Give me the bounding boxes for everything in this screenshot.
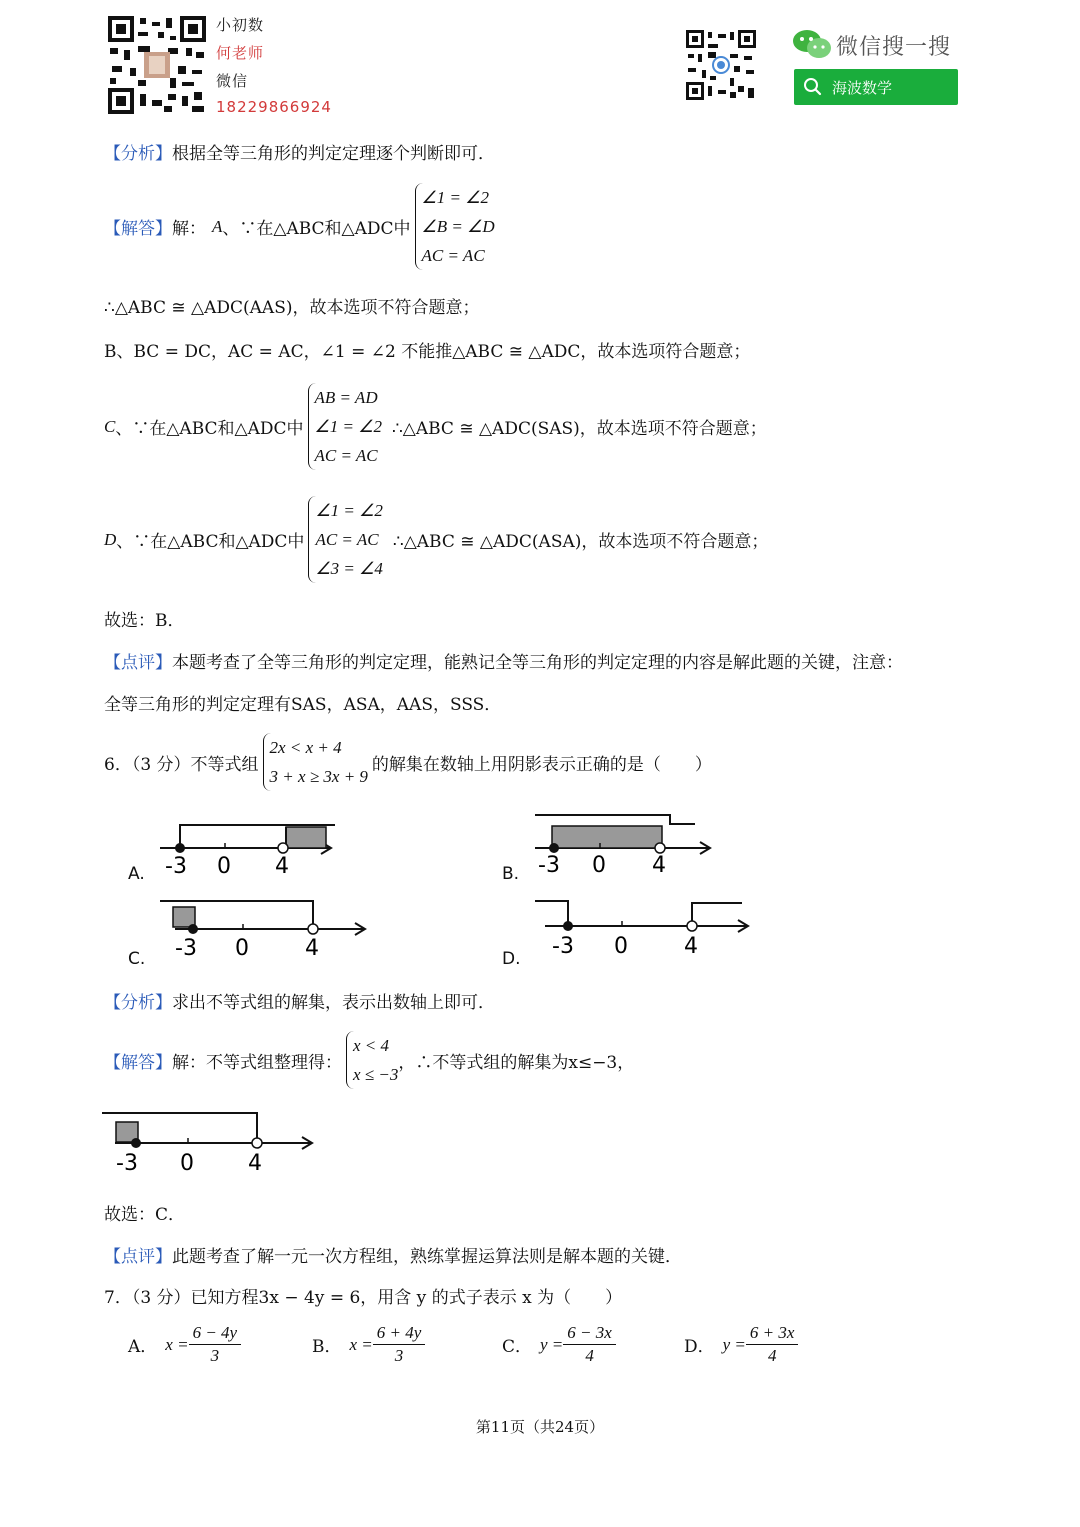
q7-option-c-fraction [563, 1322, 616, 1367]
q5-comment [104, 648, 903, 673]
q7-option-a[interactable] [128, 1322, 241, 1367]
wechat-search-label: 微信搜一搜 [836, 35, 952, 60]
option-c-conclusion: ∴△ABC ≅ △ADC(SAS)，故本选项不符合题意； [391, 419, 767, 439]
q5-answer-c [104, 383, 767, 470]
page-number: 第11页（共24页） [475, 1418, 605, 1436]
q7-option-b[interactable] [312, 1322, 425, 1367]
q6-stem-suffix: 的解集在数轴上用阴影表示正确的是（ ） [371, 754, 712, 775]
search-button[interactable] [794, 69, 958, 105]
denominator: 3 [210, 1346, 220, 1365]
q6-option-c-numberline[interactable] [155, 895, 375, 965]
q6-choice: 故选：C． [104, 1205, 186, 1225]
q7-option-a-fraction [189, 1322, 242, 1367]
denominator: 3 [394, 1346, 404, 1365]
q7-option-b-label: B． [312, 1337, 342, 1357]
system-a-eq2: ∠B = ∠D [421, 217, 495, 236]
system-c-eq1: AB = AD [314, 388, 378, 407]
q5-b-line: B、BC = DC，AC = AC，∠1 = ∠2 不能推△ABC ≅ △ADC，故本选项符合题意； [104, 342, 751, 362]
numerator: 6 + 4y [373, 1322, 426, 1345]
option-c-text: 、∵在△ABC和△ADC中 [115, 419, 304, 439]
tick-label-neg3: -3 [165, 854, 187, 879]
tick-label-neg3: -3 [552, 934, 574, 959]
q6-system [263, 733, 368, 791]
q6-answer [104, 1031, 634, 1089]
tick-label-0: 0 [614, 934, 628, 959]
option-c-letter: C [104, 416, 116, 436]
system-a-eq1: ∠1 = ∠2 [421, 188, 489, 207]
q7-stem: 7．（3 分）已知方程3x − 4y = 6，用含 y 的式子表示 x 为（ ） [104, 1288, 623, 1308]
contact-line-1: 小初数 [216, 16, 265, 34]
q6-analysis [104, 988, 495, 1013]
numerator: 6 + 3x [746, 1322, 799, 1345]
contact-line-2: 何老师 [216, 44, 265, 62]
analysis-text: 根据全等三角形的判定定理逐个判断即可． [172, 144, 495, 164]
q7-option-a-label: A． [128, 1337, 158, 1357]
system-a-eq3: AC = AC [421, 246, 485, 265]
q5-analysis [104, 139, 495, 164]
option-d-text: 、∵在△ABC和△ADC中 [116, 532, 305, 552]
q6-option-d-label[interactable]: D. [502, 949, 521, 969]
q5-a-conclusion: ∴△ABC ≅ △ADC(AAS)，故本选项不符合题意； [104, 298, 480, 318]
comment-tag: 【点评】 [104, 653, 172, 673]
tick-label-neg3: -3 [175, 936, 197, 961]
q5-choice: 故选：B． [104, 611, 185, 631]
q6-comment [104, 1242, 682, 1267]
comment-tag: 【点评】 [104, 1247, 172, 1267]
tick-label-4: 4 [652, 853, 666, 878]
wechat-logo-icon [792, 28, 832, 65]
system-d-eq2: AC = AC [315, 530, 379, 549]
q7-option-b-fraction [373, 1322, 426, 1367]
option-d-letter: D [104, 529, 117, 549]
q6-option-a-numberline[interactable] [155, 815, 345, 880]
answer-system-eq2: x ≤ −3 [353, 1065, 399, 1084]
analysis-tag: 【分析】 [104, 144, 172, 164]
q7-option-d-lhs: y = [722, 1334, 746, 1354]
q7-option-b-lhs: x = [349, 1334, 373, 1354]
q6-option-b-numberline[interactable] [530, 810, 720, 880]
comment-text: 本题考查了全等三角形的判定定理，能熟记全等三角形的判定定理的内容是解此题的关键，注意： [172, 653, 903, 673]
q5-comment-2: 全等三角形的判定定理有SAS，ASA，AAS，SSS． [104, 695, 502, 715]
system-d-eq1: ∠1 = ∠2 [315, 501, 383, 520]
q6-system-eq1: 2x < x + 4 [269, 738, 342, 757]
q6-system-eq2: 3 + x ≥ 3x + 9 [269, 767, 368, 786]
qr-code-left [108, 16, 206, 114]
q7-option-d[interactable] [684, 1322, 798, 1367]
q6-option-c-label[interactable]: C. [128, 949, 146, 969]
tick-label-4: 4 [248, 1151, 262, 1176]
q6-stem-prefix: 6．（3 分）不等式组 [104, 754, 259, 775]
contact-line-3: 微信 [216, 72, 249, 90]
answer-tag: 【解答】 [104, 1052, 172, 1073]
system-c [308, 383, 382, 470]
q6-option-b-label[interactable]: B. [502, 864, 520, 884]
system-c-eq2: ∠1 = ∠2 [314, 417, 382, 436]
option-a-letter: A [212, 216, 223, 236]
denominator: 4 [585, 1346, 594, 1365]
search-button-label: 海波数学 [832, 78, 893, 97]
tick-label-neg3: -3 [538, 853, 560, 878]
q7-option-d-label: D． [684, 1337, 715, 1357]
q7-option-c[interactable] [502, 1322, 616, 1367]
analysis-text: 求出不等式组的解集，表示出数轴上即可． [172, 993, 495, 1013]
search-icon [802, 76, 824, 98]
answer-intro: 解： [172, 219, 206, 239]
q6-stem [104, 733, 712, 791]
numerator: 6 − 4y [189, 1322, 242, 1345]
comment-text: 此题考查了解一元一次方程组，熟练掌握运算法则是解本题的关键． [172, 1247, 682, 1267]
tick-label-neg3: -3 [116, 1151, 138, 1176]
tick-label-0: 0 [235, 936, 249, 961]
system-a [415, 183, 495, 270]
answer-system-eq1: x < 4 [353, 1036, 390, 1055]
q6-option-a-label[interactable]: A. [128, 864, 145, 884]
analysis-tag: 【分析】 [104, 993, 172, 1013]
system-c-eq3: AC = AC [314, 446, 378, 465]
tick-label-0: 0 [592, 853, 606, 878]
tick-label-4: 4 [275, 854, 289, 879]
q7-option-c-label: C． [502, 1337, 533, 1357]
q6-answer-numberline [100, 1108, 325, 1178]
tick-label-0: 0 [180, 1151, 194, 1176]
option-d-conclusion: ∴△ABC ≅ △ADC(ASA)，故本选项不符合题意； [392, 532, 769, 552]
numerator: 6 − 3x [563, 1322, 616, 1345]
option-a-text: 、∵在△ABC和△ADC中 [222, 219, 411, 239]
q7-option-c-lhs: y = [540, 1334, 564, 1354]
contact-phone: 18229866924 [216, 98, 332, 116]
answer-system [346, 1031, 398, 1089]
denominator: 4 [767, 1346, 777, 1365]
system-d-eq3: ∠3 = ∠4 [315, 559, 383, 578]
answer-tag: 【解答】 [104, 219, 172, 239]
answer-intro: 解：不等式组整理得： [172, 1052, 342, 1073]
system-d [308, 496, 382, 583]
tick-label-0: 0 [217, 854, 231, 879]
q5-answer-d [104, 496, 768, 583]
q5-answer-a [104, 183, 495, 270]
answer-conclusion: ，∴不等式组的解集为x≤−3， [398, 1052, 635, 1073]
q7-option-d-fraction [746, 1322, 799, 1367]
tick-label-4: 4 [305, 936, 319, 961]
q7-option-a-lhs: x = [165, 1334, 189, 1354]
tick-label-4: 4 [684, 934, 698, 959]
q6-option-d-numberline[interactable] [530, 895, 755, 965]
qr-code-right [686, 30, 756, 100]
